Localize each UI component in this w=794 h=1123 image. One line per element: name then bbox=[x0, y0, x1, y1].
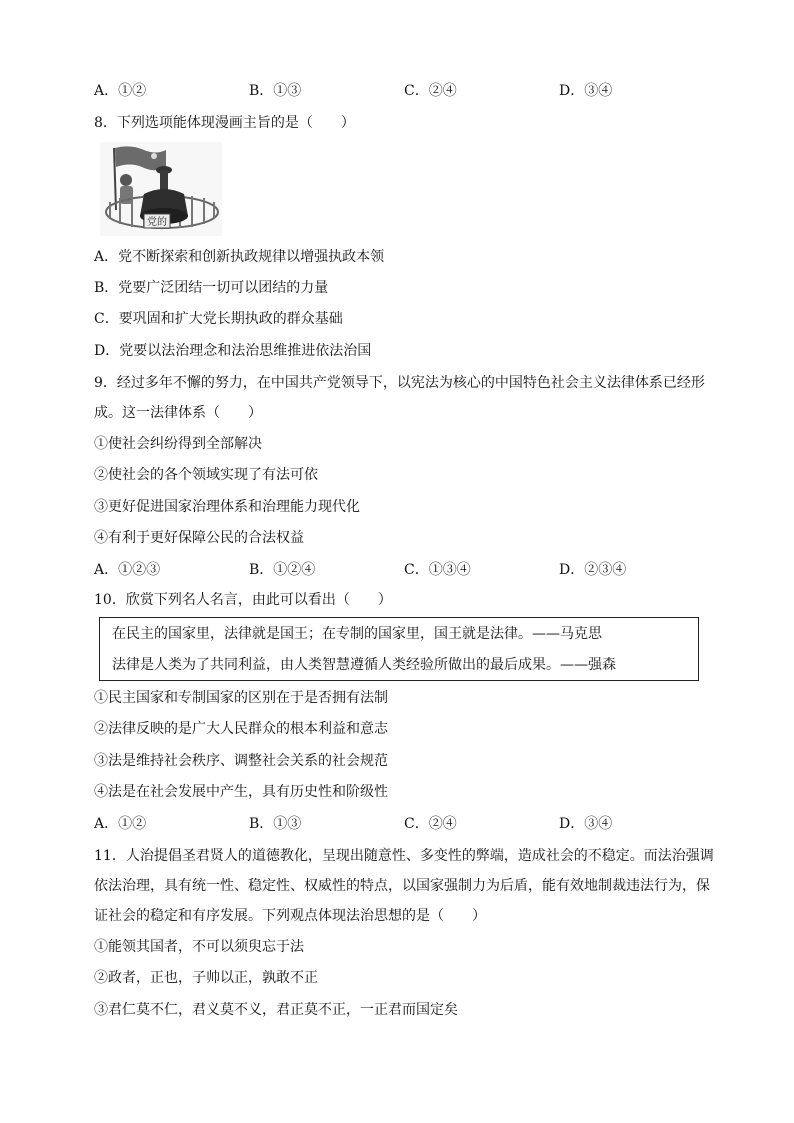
q9-stem-line2: 成。这一法律体系（ ） bbox=[94, 405, 262, 421]
q10-option-a: A．①② bbox=[94, 816, 147, 832]
q10-item-2: ②法律反映的是广大人民群众的根本利益和意志 bbox=[94, 721, 388, 737]
q10-option-b: B．①③ bbox=[249, 816, 302, 832]
q9-stem-line1: 9．经过多年不懈的努力，在中国共产党领导下，以宪法为核心的中国特色社会主义法律体系已经形 bbox=[94, 375, 705, 391]
q9-option-b: B．①②④ bbox=[249, 562, 316, 578]
q10-item-1: ①民主国家和专制国家的区别在于是否拥有法制 bbox=[94, 690, 388, 706]
q9-option-d: D．②③④ bbox=[559, 562, 627, 578]
q9-options bbox=[94, 560, 714, 580]
q8-cartoon-image bbox=[100, 142, 222, 236]
q11-item-1: ①能领其国者，不可以须臾忘于法 bbox=[94, 939, 304, 955]
q9-option-c: C．①③④ bbox=[404, 562, 471, 578]
q8-cartoon-label: 党的 bbox=[147, 217, 167, 228]
q9-item-2: ②使社会的各个领域实现了有法可依 bbox=[94, 467, 318, 483]
q9-option-a: A．①②③ bbox=[94, 562, 161, 578]
q10-item-3: ③法是维持社会秩序、调整社会关系的社会规范 bbox=[94, 753, 388, 769]
q8-option-c: C．要巩固和扩大党长期执政的群众基础 bbox=[94, 311, 343, 327]
q8-option-d: D．党要以法治理念和法治思维推进依法治国 bbox=[94, 343, 372, 359]
q8-option-b: B．党要广泛团结一切可以团结的力量 bbox=[94, 280, 329, 296]
q9-item-1: ①使社会纠纷得到全部解决 bbox=[94, 436, 262, 452]
q9-item-3: ③更好促进国家治理体系和治理能力现代化 bbox=[94, 499, 360, 515]
q10-options bbox=[94, 814, 714, 834]
q11-item-3: ③君仁莫不仁，君义莫不义，君正莫不正，一正君而国定矣 bbox=[94, 1002, 458, 1018]
q7-option-a: A．①② bbox=[94, 83, 147, 99]
q10-quote-1: 在民主的国家里，法律就是国王；在专制的国家里，国王就是法律。——马克思 bbox=[112, 626, 602, 642]
q11-item-2: ②政者，正也，子帅以正，孰敢不正 bbox=[94, 970, 318, 986]
q7-option-c: C．②④ bbox=[404, 83, 457, 99]
q8-stem: 8．下列选项能体现漫画主旨的是（ ） bbox=[94, 115, 355, 131]
q11-stem-line3: 证社会的稳定和有序发展。下列观点体现法治思想的是（ ） bbox=[94, 908, 486, 924]
q10-quote-box bbox=[99, 617, 699, 681]
q10-stem: 10．欣赏下列名人名言，由此可以看出（ ） bbox=[94, 592, 392, 608]
q8-option-a: A．党不断探索和创新执政规律以增强执政本领 bbox=[94, 249, 385, 265]
q10-option-d: D．③④ bbox=[559, 816, 613, 832]
q7-option-b: B．①③ bbox=[249, 83, 302, 99]
q10-quote-2: 法律是人类为了共同利益，由人类智慧遵循人类经验所做出的最后成果。——强森 bbox=[112, 657, 616, 673]
q11-stem-line2: 依法治理，具有统一性、稳定性、权威性的特点，以国家强制力为后盾，能有效地制裁违法行为，保 bbox=[94, 878, 710, 894]
q11-stem-line1: 11．人治提倡圣君贤人的道德教化，呈现出随意性、多变性的弊端，造成社会的不稳定。而法治强调 bbox=[94, 848, 714, 864]
q7-option-d: D．③④ bbox=[559, 83, 613, 99]
q10-item-4: ④法是在社会发展中产生，具有历史性和阶级性 bbox=[94, 784, 388, 800]
q9-item-4: ④有利于更好保障公民的合法权益 bbox=[94, 530, 304, 546]
q7-options bbox=[94, 81, 714, 101]
q10-option-c: C．②④ bbox=[404, 816, 457, 832]
